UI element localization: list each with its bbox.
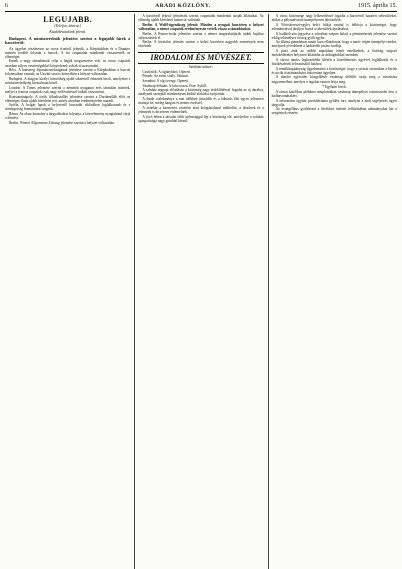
paragraph: A darab cselekménye a mai időkben játszódik és a háborús élet egyes jeleneteit mutatja be, meleg hangon és nemes érzéssel. [138,97,264,106]
section-title-legujabb: LEGUJABB. [43,15,93,24]
paragraph: A református egyház presbitériuma gyűlést tart, amelyen a hadi segélyezés ügyét tárgyalja. [271,98,397,107]
paragraph: London. A Times jelentése szerint a németek nyugaton erős támadást intéztek, melyet a francia csapatok csak nagy erőfeszítéssel tudtak visszaverni. [5,85,131,94]
paragraph: Berlin. Wiener Allgemeine Zeitung jelentése szerint a helyzet változatlan. [9,120,115,125]
paragraph: Konstantinápoly. A török főhadiszállás jelentése szerint a Dardanellák előtt az ellenséges flotta ujabb kísérletet tett, amely azonban eredménytelen maradt. [5,94,131,103]
column-1 [5,14,130,569]
section-subtitle-church: * Egyházi hírek. [322,84,347,89]
program-line: Vasárnap délután: A falu rossza. Este: Sybill. [142,83,207,88]
program-line: Csütörtök: A cigánybáró. Operett. [142,69,191,74]
paragraph: A rendőrkapitányság figyelmezteti a közönséget, hogy a tavaszi szezonban a kertek és utcák tisztántartására fokozottan ügyeljen. [271,66,397,75]
paragraph-bold: Berlin. A Wolff-ügynökség jelenti: Minden a nyugati harctéren a helyzet változatlan, a német csapatok eredményesen verték vissza a támadásokat. [138,22,264,31]
program-line: Szombat: A víg özvegy. Operett. [142,79,190,83]
paragraph: Budapest. A magyar királyi honvédség ujabb sikereiről érkeztek hírek, amelyeket a miniszterelnökség hivatalosan közöl. [5,77,131,86]
paragraph: Az evangélikus gyülekezet a hívekhez intézett felhívásában adományokat kér a szegények részére. [271,107,397,116]
page-number: 6 [5,3,8,9]
lead-paragraph: Budapest. A miniszterelnök jelentése szerint a legujabb hírek a harctérről: [5,35,131,46]
paragraph: A tűzoltó egyesület közgyűlését vasárnap délelőtt tartja meg a városháza nagytermében, amelyre a tagokat ezuton hívja meg. [271,75,397,84]
paragraph: A zenekar a karmester vezetése alatt kifogástalanul működött, a díszletek és a jelmezek is dicséretet érdemelnek. [138,105,264,115]
section-subtitle-program: Színházi műsor: [188,64,214,69]
column-3 [268,14,397,569]
page-header [5,3,397,12]
paragraph: Szófia. A bolgár lapok a helyzetről hosszabb cikkekben foglalkoznak és a semlegesség fenntartását sürgetik. [5,103,131,112]
section-subtitle-2: Kiadóhivatalunk jelenti. [49,30,87,35]
section-title-irodalom: IRODALOM ÉS MŰVÉSZET. [138,52,263,64]
paragraph: A harctérről érkező jelentések szerint csapataink mindenütt tartják állásaikat. Az ellenség ujabb kísérletei kudarcot vallottak. [138,14,264,23]
paragraph: Bécs. A hadsereg főparancsnokságának jelentése szerint a Kárpátokban a harcok folyamatban vannak, az Uzsoki-szoros környékén a helyzet változatlan. [5,68,131,77]
paragraph: Berlin. A hivatalos jelentés szerint a keleti harctéren nagyobb események nem történtek. [138,40,264,49]
paragraph: A városi tanács legközelebbi ülésén a közélelmezés ügyével foglalkozik és a lisztkészletek felosztásáról határoz. [271,57,397,66]
masthead: ARADI KÖZLÖNY. [155,3,211,9]
section-subtitle: (Telefon, távirat.) [54,24,81,28]
column-2 [134,14,263,569]
paragraph: A jövő héten a társulat több ujdonsággal lép a közönség elé, amelyekre a színház igazgatósága nagy gonddal készül. [138,114,264,123]
program-line: Péntek: Az ezüst sirály. Színmű. [142,74,189,79]
paragraph: Az állami gimnázium tanári kara elhatározta, hogy a tanév végén ünnepélyt rendez, amelynek jövedelmét a hadiárvák javára fordítja. [271,40,397,49]
paragraph: A Vöröskereszt-egylet helyi fiókja ezuttal is felhívja a közönséget, hogy adományaival járuljon hozzá a sebesültek ápolásához. [271,22,397,31]
paragraph: Berlin. A Reuter-iroda jelentése szerint a német tengeralattjárók ujabb hajókat sülyesztettek el. [138,31,264,40]
paragraph: A hadikölcsön jegyzése a városban szépen halad, a pénzintézetek jelentése szerint eddig tekintélyes összeg gyűlt egybe. [271,31,397,40]
paragraph: A színház tegnapi előadásán a közönség nagy érdeklődéssel fogadta az uj darabot, amelynek szereplői mindannyian kitűnő alakítást nyújtottak. [138,88,264,97]
paragraph: Róma. Az olasz kormány a tárgyalásokat folytatja, a közvélemény nyugtalanul várja a döntést. [5,112,131,121]
paragraph: A római katolikus plébánia templomában vasárnap ünnepélyes istentisztelet lesz a hadbavonultakért. [271,89,397,98]
issue-date: 1915. április 15. [357,3,397,9]
columns [5,14,397,569]
paragraph: Az ügyeket részletesen az orosz frontról jelentik, a Kárpátokban és a Dunajec mentén tovább folynak a harcok. A mi csapataink mindenütt visszaverték az ellenséget. [5,46,131,59]
paragraph: A piaci árak az utóbbi napokban ismét emelkedtek, a hatóság szigorú intézkedéseket helyezett kilátásba az árdrágítókkal szemben. [271,49,397,58]
paragraph: Ennek a nagy támadásnak célja a hágók megszerzése volt, az orosz csapatok azonban súlyos veszteségekkel kénytelenek voltak visszavonulni. [5,59,131,68]
paragraph: A város közönsége nagy lelkesedéssel fogadta a harctérről hazatért sebesülteket, akiket a pályaudvaron ünnepélyesen üdvözöltek. [271,14,397,23]
